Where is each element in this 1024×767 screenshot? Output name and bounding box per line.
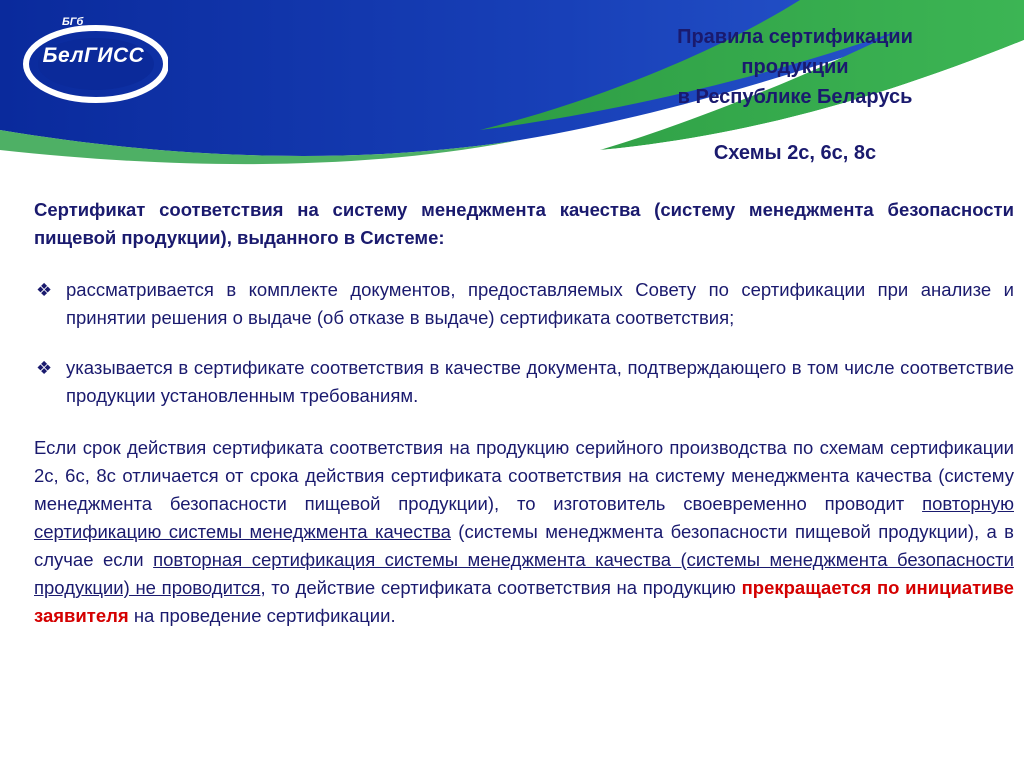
para-text: Если срок действия сертификата соответствия на продукцию серийного производства по схемам сертификации 2с, 6с, 8с отличается от срока действия сертификата соответствия на систему менеджмента качества (систему менеджмента безопасности пищевой продукции), то изготовитель своевременно проводит bbox=[34, 437, 1014, 514]
underlined-text: повторную сертификацию системы менеджмента качества bbox=[34, 493, 1014, 542]
logo-mark: БГб bbox=[62, 16, 84, 28]
bullet-text: рассматривается в комплекте документов, предоставляемых Совету по сертификации при анализе и принятии решения о выдаче (об отказе в выдаче) сертификата соответствия; bbox=[66, 279, 1014, 328]
intro-text: Сертификат соответствия на систему менеджмента качества (систему менеджмента безопасности пищевой продукции), выданного в Системе: bbox=[34, 199, 1014, 248]
slide-subtitle: Схемы 2с, 6с, 8с bbox=[713, 142, 877, 164]
logo-text: БелГИСС bbox=[42, 44, 145, 67]
slide-content bbox=[34, 196, 1014, 649]
diamond-bullet-icon: ❖ bbox=[36, 280, 53, 300]
para-text: , то действие сертификата соответствия на продукцию bbox=[260, 577, 742, 598]
slide-title bbox=[590, 22, 1000, 112]
bullet-item bbox=[34, 276, 1014, 332]
validity-paragraph bbox=[34, 434, 1014, 630]
title-line: в Республике Беларусь bbox=[677, 86, 913, 108]
highlighted-text: прекращается по инициативе заявителя bbox=[34, 577, 1014, 626]
para-text: на проведение сертификации. bbox=[128, 605, 396, 626]
underlined-text: повторная сертификация системы менеджмента качества (системы менеджмента безопасности продукции) не проводится bbox=[34, 549, 1014, 598]
bullet-text: указывается в сертификате соответствия в качестве документа, подтверждающего в том числе соответствие продукции установленным требованиям. bbox=[66, 357, 1014, 406]
title-line: продукции bbox=[741, 56, 849, 78]
diamond-bullet-icon: ❖ bbox=[36, 358, 53, 378]
title-line: Правила сертификации bbox=[677, 26, 913, 48]
bullet-item bbox=[34, 354, 1014, 410]
para-text: (системы менеджмента безопасности пищевой продукции), а в случае если bbox=[34, 521, 1014, 570]
